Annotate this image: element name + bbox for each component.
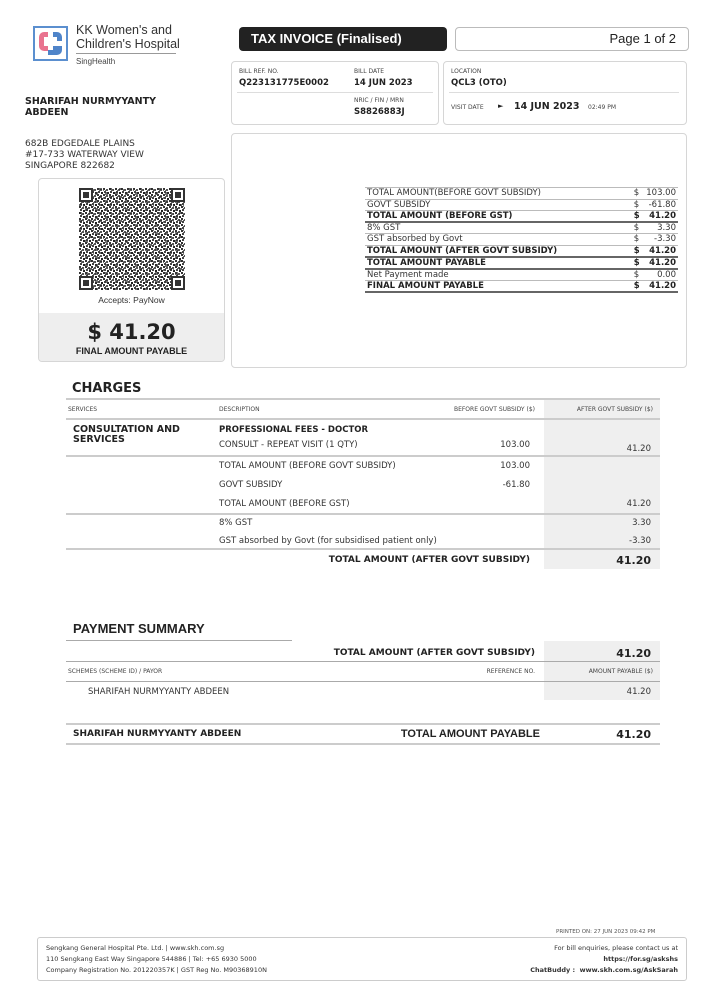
bill-ref-value: Q223131775E0002 — [239, 78, 329, 88]
govt-subsidy-value: -61.80 — [502, 480, 530, 490]
accepts-paynow-label: Accepts: PayNow — [98, 295, 165, 305]
grand-total-value: 41.20 — [616, 554, 651, 567]
col-after-subsidy: AFTER GOVT SUBSIDY ($) — [576, 406, 653, 413]
summary-row-amount: 0.00 — [657, 269, 676, 280]
summary-row-label: TOTAL AMOUNT PAYABLE — [367, 257, 486, 268]
total-before-subsidy-label: TOTAL AMOUNT (BEFORE GOVT SUBSIDY) — [219, 461, 396, 471]
summary-row-label: GST absorbed by Govt — [367, 234, 463, 245]
chatbuddy-link[interactable]: www.skh.com.sg/AskSarah — [579, 966, 678, 974]
visit-time: 02:49 PM — [588, 104, 616, 111]
hospital-name — [76, 23, 180, 51]
hospital-name-line2: Children's Hospital — [76, 37, 180, 51]
nric-value: S8826883J — [354, 107, 405, 117]
final-amount-label: FINAL AMOUNT PAYABLE — [75, 346, 188, 356]
total-amount-payable-label: TOTAL AMOUNT PAYABLE — [400, 728, 540, 740]
summary-row-amount: 41.20 — [649, 257, 676, 268]
final-amount-value: $ 41.20 — [87, 320, 176, 344]
summary-row-amount: -3.30 — [654, 234, 676, 245]
charge-group-title: PROFESSIONAL FEES - DOCTOR — [219, 425, 369, 435]
payor-name: SHARIFAH NURMYYANTY ABDEEN — [88, 687, 230, 697]
summary-row — [365, 269, 678, 281]
summary-row-currency: $ — [633, 188, 640, 199]
payment-summary-table — [66, 641, 660, 701]
page-indicator: Page 1 of 2 — [455, 27, 689, 51]
charge-item-after: 41.20 — [626, 444, 651, 454]
payment-total-label: TOTAL AMOUNT (AFTER GOVT SUBSIDY) — [333, 648, 535, 658]
summary-row-amount: 3.30 — [657, 223, 676, 233]
footer-address-line: 110 Sengkang East Way Singapore 544886 | Tel: +65 6930 5000 — [46, 955, 257, 963]
patient-name-line2: ABDEEN — [25, 106, 69, 118]
summary-row-label: TOTAL AMOUNT(BEFORE GOVT SUBSIDY) — [367, 188, 541, 199]
address-line2: #17-733 WATERWAY VIEW — [25, 150, 144, 160]
patient-name-line1: SHARIFAH NURMYYANTY — [25, 96, 156, 107]
chatbuddy-label: ChatBuddy : — [530, 966, 576, 974]
visit-date-value: 14 JUN 2023 — [514, 101, 580, 112]
summary-row-currency: $ — [633, 223, 640, 233]
summary-row-currency: $ — [633, 269, 640, 280]
summary-row — [365, 199, 678, 211]
charges-title: CHARGES — [72, 381, 142, 396]
summary-row-label: TOTAL AMOUNT (BEFORE GST) — [367, 211, 513, 221]
amount-summary-card — [231, 133, 687, 368]
summary-row — [365, 234, 678, 246]
divider — [66, 548, 660, 550]
final-amount-panel — [39, 313, 224, 362]
summary-row-amount: 41.20 — [649, 211, 676, 221]
gst-value: 3.30 — [632, 518, 651, 528]
final-payor-name: SHARIFAH NURMYYANTY ABDEEN — [73, 729, 242, 739]
paynow-qr-card — [38, 178, 225, 362]
total-amount-payable-value: 41.20 — [616, 728, 651, 741]
summary-row — [365, 245, 678, 257]
patient-name — [25, 97, 225, 118]
divider — [237, 92, 433, 93]
summary-row — [365, 222, 678, 234]
bill-ref-label: BILL REF. NO. — [239, 68, 279, 75]
divider — [66, 455, 660, 457]
footer-company-info — [46, 943, 267, 976]
address-line3: SINGAPORE 822682 — [25, 161, 115, 171]
summary-row-label: GOVT SUBSIDY — [367, 199, 431, 210]
charges-header-row — [66, 398, 660, 420]
total-before-subsidy-value: 103.00 — [500, 461, 530, 471]
divider — [66, 681, 660, 682]
hospital-logo-icon — [33, 26, 68, 61]
service-name-line2: SERVICES — [73, 434, 125, 445]
summary-row-currency: $ — [633, 199, 640, 210]
summary-row-currency: $ — [633, 211, 640, 221]
payment-total-value: 41.20 — [616, 647, 651, 660]
printed-on: PRINTED ON: 27 JUN 2023 09:42 PM — [556, 929, 656, 935]
paynow-qr-code-icon[interactable] — [79, 188, 185, 290]
footer-company-line: Sengkang General Hospital Pte. Ltd. | www.skh.com.sg — [46, 944, 225, 952]
summary-row-amount: 103.00 — [646, 188, 676, 199]
service-name — [73, 425, 180, 445]
gst-absorbed-value: -3.30 — [629, 536, 651, 546]
location-value: QCL3 (OTO) — [451, 78, 507, 88]
summary-row — [365, 280, 678, 292]
gst-label: 8% GST — [219, 518, 253, 528]
summary-row-label: TOTAL AMOUNT (AFTER GOVT SUBSIDY) — [367, 245, 558, 256]
divider — [66, 513, 660, 515]
bill-date-value: 14 JUN 2023 — [354, 78, 413, 88]
address-line1: 682B EDGEDALE PLAINS — [25, 139, 135, 149]
total-payable-row — [66, 723, 660, 745]
govt-subsidy-label: GOVT SUBSIDY — [219, 480, 283, 490]
summary-row-label: FINAL AMOUNT PAYABLE — [367, 280, 484, 291]
divider — [66, 661, 660, 662]
payor-amount: 41.20 — [626, 687, 651, 697]
summary-row-currency: $ — [633, 257, 640, 268]
amount-summary-table — [365, 187, 678, 293]
col-schemes-payor: SCHEMES (SCHEME ID) / PAYOR — [68, 668, 163, 675]
bill-date-label: BILL DATE — [354, 68, 385, 75]
summary-row-currency: $ — [633, 280, 640, 291]
col-amount-payable: AMOUNT PAYABLE ($) — [588, 668, 653, 675]
visit-date-label: VISIT DATE — [451, 104, 484, 111]
col-reference-no: REFERENCE NO. — [486, 668, 535, 675]
col-description: DESCRIPTION — [219, 406, 260, 413]
summary-row-amount: 41.20 — [649, 280, 676, 291]
summary-row-currency: $ — [633, 234, 640, 245]
hospital-group: SingHealth — [76, 57, 116, 66]
summary-row-currency: $ — [633, 245, 640, 256]
bill-info-card — [231, 61, 439, 125]
charge-item-description: CONSULT - REPEAT VISIT (1 QTY) — [219, 440, 358, 450]
patient-address — [25, 139, 144, 172]
nric-label: NRIC / FIN / MRN — [354, 97, 404, 104]
divider — [449, 92, 679, 93]
summary-row — [365, 257, 678, 269]
total-before-gst-value: 41.20 — [626, 499, 651, 509]
location-label: LOCATION — [451, 68, 482, 75]
footer-contact-info — [530, 943, 678, 976]
summary-row — [365, 211, 678, 223]
location-card — [443, 61, 687, 125]
arrow-right-icon: ► — [498, 102, 504, 110]
service-name-line1: CONSULTATION AND — [73, 424, 180, 435]
gst-absorbed-label: GST absorbed by Govt (for subsidised patient only) — [219, 536, 437, 546]
summary-row-label: Net Payment made — [367, 269, 449, 280]
footer-registration-line: Company Registration No. 201220357K | GST Reg No. M90368910N — [46, 966, 267, 974]
grand-total-label: TOTAL AMOUNT (AFTER GOVT SUBSIDY) — [328, 555, 530, 565]
summary-row-amount: -61.80 — [648, 199, 676, 210]
col-before-subsidy: BEFORE GOVT SUBSIDY ($) — [453, 406, 535, 413]
summary-row-label: 8% GST — [367, 223, 401, 233]
footer — [37, 937, 687, 981]
summary-row-amount: 41.20 — [649, 245, 676, 256]
col-services: SERVICES — [68, 406, 98, 413]
hospital-name-line1: KK Women's and — [76, 23, 172, 37]
footer-enquiries-text: For bill enquiries, please contact us at — [554, 944, 678, 952]
charge-item-before: 103.00 — [500, 440, 530, 450]
document-title: TAX INVOICE (Finalised) — [239, 27, 447, 51]
payment-summary-title: PAYMENT SUMMARY — [73, 621, 205, 636]
divider — [76, 53, 176, 54]
total-before-gst-label: TOTAL AMOUNT (BEFORE GST) — [219, 499, 350, 509]
summary-row — [365, 188, 678, 200]
footer-enquiries-link[interactable]: https://for.sg/askshs — [603, 955, 678, 963]
